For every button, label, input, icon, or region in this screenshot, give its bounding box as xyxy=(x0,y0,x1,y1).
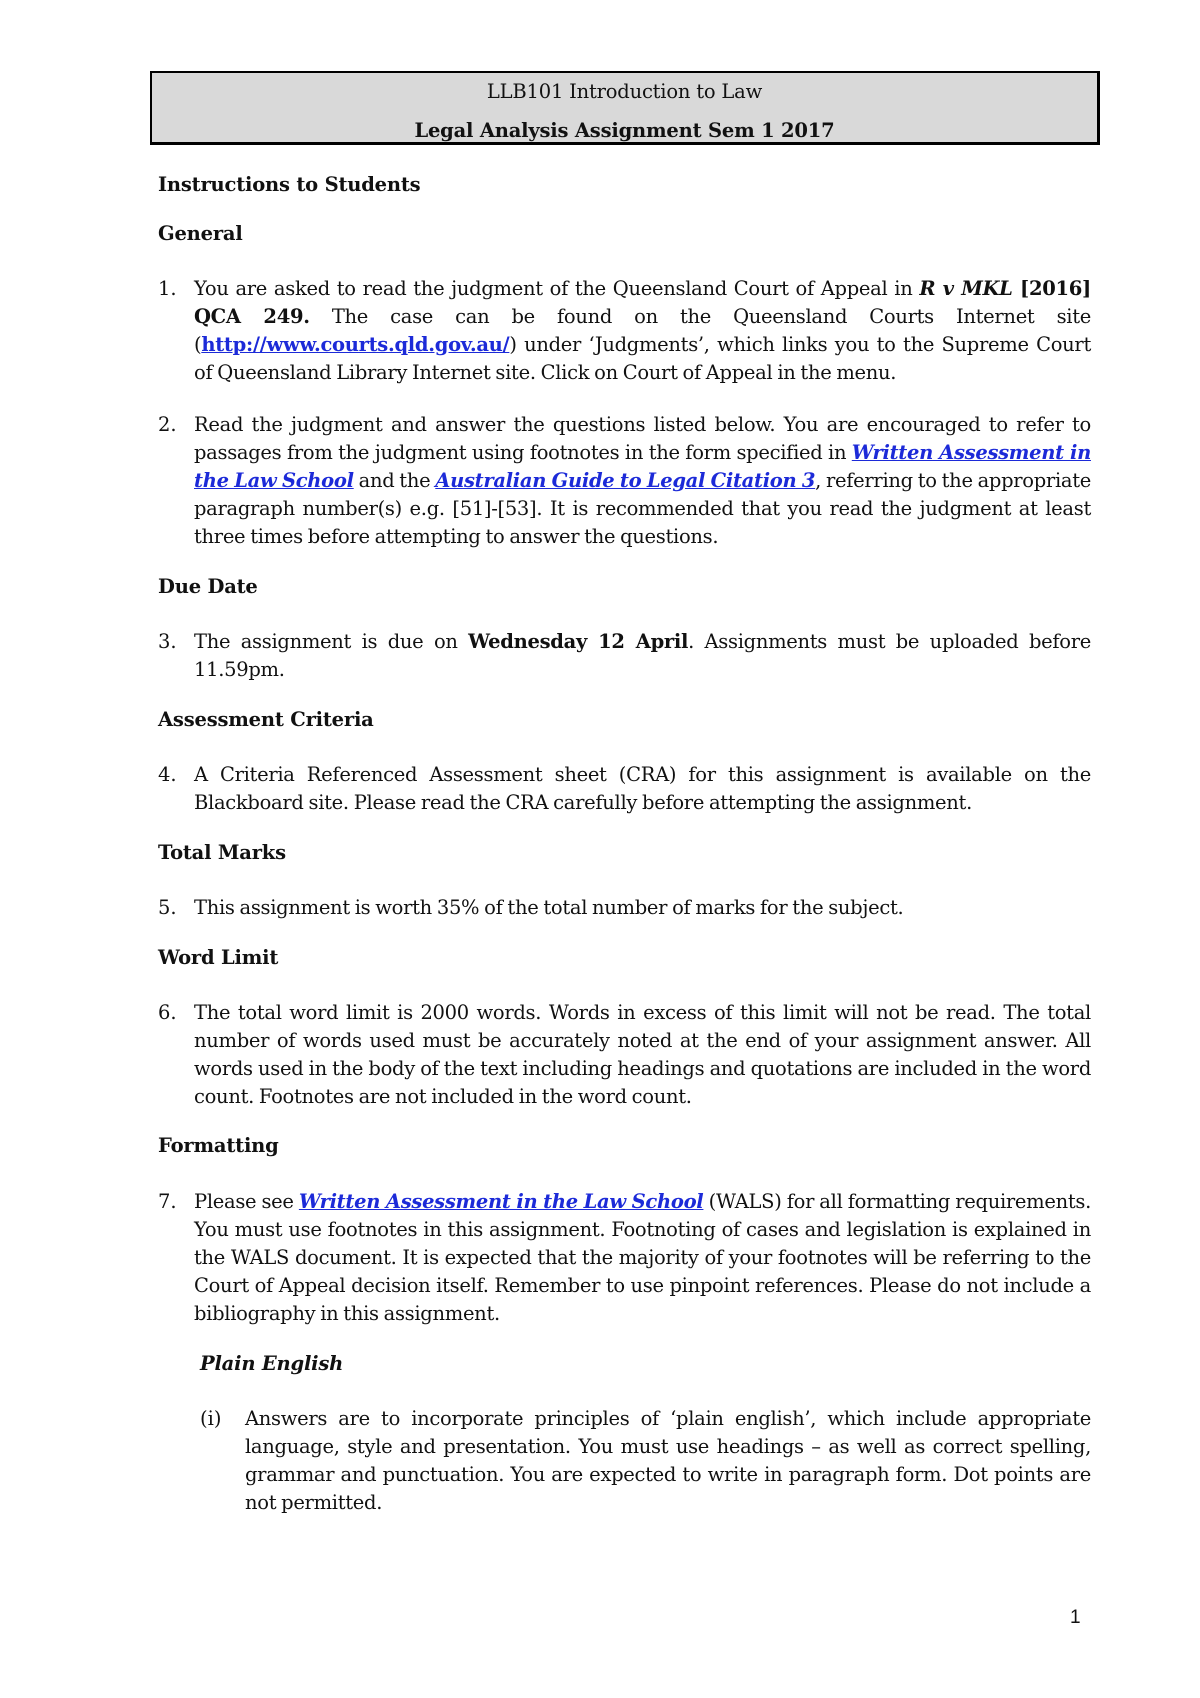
item-number: (i) xyxy=(200,1407,222,1430)
instruction-item-2 xyxy=(158,411,1091,551)
section-heading-formatting: Formatting xyxy=(158,1134,279,1157)
item-text: , referring to the appropriate paragraph number(s) e.g. [51]-[53]. It is recommended that you read the judgment at least three times before attempting to answer the questions. xyxy=(194,469,1091,548)
page-number: 1 xyxy=(1070,1607,1081,1628)
item-text: A Criteria Referenced Assessment sheet (CRA) for this assignment is available on the Blackboard site. Please read the CRA carefully before attempting the assignment. xyxy=(194,763,1091,814)
item-text: The case can be found on the Queensland Courts Internet site ( xyxy=(194,305,1091,356)
case-name: R v MKL xyxy=(919,277,1013,300)
instructions-heading: Instructions to Students xyxy=(158,173,421,196)
item-number: 6. xyxy=(158,1001,177,1024)
instruction-item-6 xyxy=(158,999,1091,1111)
item-text: and the xyxy=(353,469,436,492)
title-box xyxy=(150,71,1100,145)
section-heading-due-date: Due Date xyxy=(158,575,258,598)
item-text: Please see xyxy=(194,1190,299,1213)
wals-link[interactable]: Written Assessment in the Law School xyxy=(298,1190,704,1213)
item-text: ) under ‘Judgments’, which links you to the Supreme Court of Queensland Library Internet site. Click on Court of Appeal in the menu. xyxy=(194,333,1091,384)
item-number: 2. xyxy=(158,413,177,436)
due-date: Wednesday 12 April xyxy=(468,630,689,653)
section-heading-total-marks: Total Marks xyxy=(158,841,286,864)
item-number: 3. xyxy=(158,630,177,653)
plain-english-heading: Plain English xyxy=(200,1352,344,1375)
item-number: 1. xyxy=(158,277,177,300)
section-heading-general: General xyxy=(158,222,243,245)
item-number: 5. xyxy=(158,896,177,919)
course-title: LLB101 Introduction to Law xyxy=(486,80,763,103)
item-text: Answers are to incorporate principles of ‘plain english’, which include appropriate language, style and presentation. You must use headings – as well as correct spelling, grammar and punctuation. You are expected to write in paragraph form. Dot points are not permitted. xyxy=(245,1407,1091,1514)
instruction-item-4 xyxy=(158,761,1091,817)
item-text: (WALS) for all formatting requirements. You must use footnotes in this assignment. Footnoting of cases and legislation is explained in the WALS document. It is expected that the majority of your footnotes will be referring to the Court of Appeal decision itself. Remember to use pinpoint references. Please do not include a bibliography in this assignment. xyxy=(194,1190,1091,1325)
section-heading-word-limit: Word Limit xyxy=(158,946,279,969)
assignment-title: Legal Analysis Assignment Sem 1 2017 xyxy=(414,119,835,142)
instruction-item-3 xyxy=(158,628,1091,684)
item-text: You are asked to read the judgment of the Queensland Court of Appeal in xyxy=(194,277,920,300)
instruction-item-1 xyxy=(158,275,1091,387)
item-text: This assignment is worth 35% of the total number of marks for the subject. xyxy=(194,896,904,919)
aglc-link[interactable]: Australian Guide to Legal Citation 3 xyxy=(435,469,816,492)
item-text: Read the judgment and answer the questions listed below. You are encouraged to refer to passages from the judgment using footnotes in the form specified in xyxy=(194,413,1091,464)
courts-website-link[interactable]: http://www.courts.qld.gov.au/ xyxy=(201,333,510,356)
item-text: The assignment is due on xyxy=(194,630,469,653)
item-text: The total word limit is 2000 words. Words in excess of this limit will not be read. The total number of words used must be accurately noted at the end of your assignment answer. All words used in the body of the text including headings and quotations are included in the word count. Footnotes are not included in the word count. xyxy=(194,1001,1091,1108)
case-citation: [2016] QCA 249. xyxy=(194,277,1091,328)
section-heading-assessment-criteria: Assessment Criteria xyxy=(158,708,374,731)
plain-english-item xyxy=(200,1405,1091,1517)
item-number: 7. xyxy=(158,1190,177,1213)
wals-link[interactable]: Written Assessment in the Law School xyxy=(194,441,1091,492)
instruction-item-7 xyxy=(158,1188,1091,1328)
item-text: . Assignments must be uploaded before 11.59pm. xyxy=(194,630,1091,681)
item-number: 4. xyxy=(158,763,177,786)
instruction-item-5 xyxy=(158,894,1091,922)
